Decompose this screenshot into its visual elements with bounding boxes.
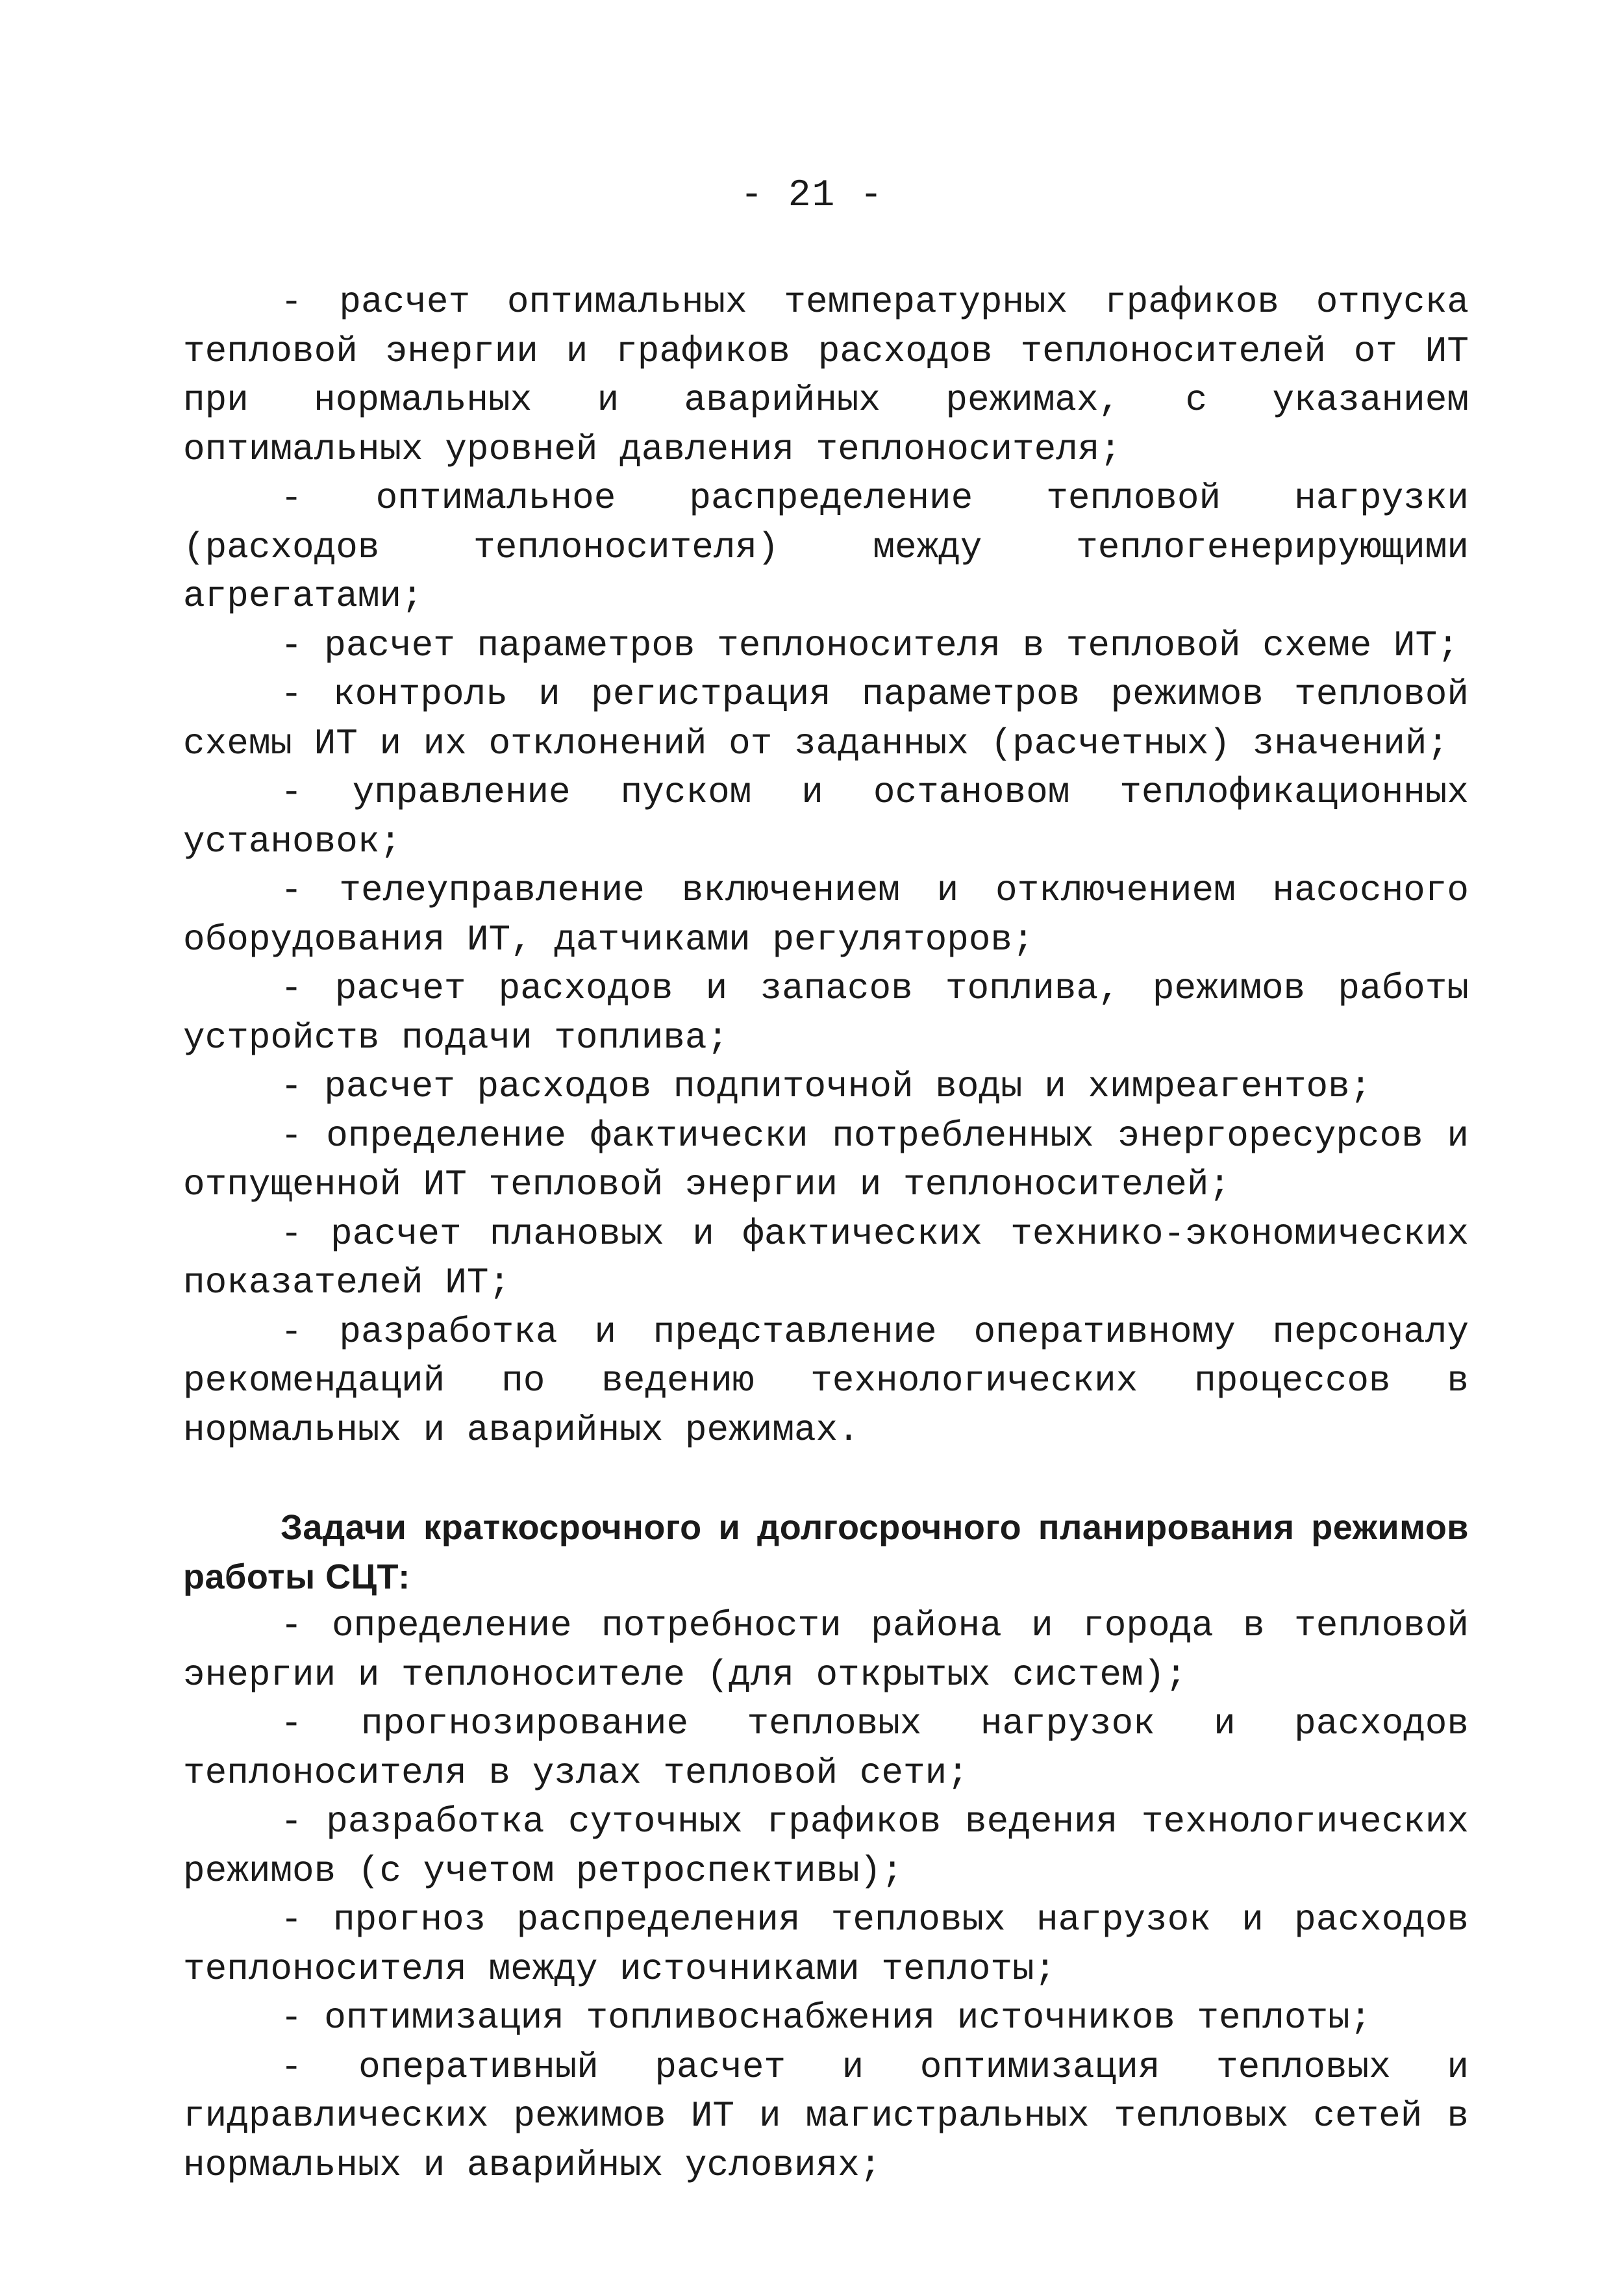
- list-item: - определение фактически потребленных энергоресурсов и отпущенной ИТ тепловой энергии и теплоносителей;: [183, 1114, 1469, 1205]
- list-item: - прогноз распределения тепловых нагрузок и расходов теплоносителя между источниками теплоты;: [183, 1899, 1469, 1990]
- list-item: - телеуправление включением и отключением насосного оборудования ИТ, датчиками регуляторов;: [183, 870, 1469, 961]
- list-item: - расчет расходов подпиточной воды и химреагентов;: [281, 1066, 1372, 1107]
- list-item: - расчет оптимальных температурных графиков отпуска тепловой энергии и графиков расходов теплоносителей от ИТ при нормальных и аварийных режимах, с указанием оптимальных уровней давления теплоносителя;: [183, 281, 1469, 470]
- list-item: - расчет параметров теплоносителя в тепловой схеме ИТ;: [281, 624, 1459, 666]
- list-item: - расчет плановых и фактических технико-экономических показателей ИТ;: [183, 1213, 1469, 1303]
- section-2-heading: Задачи краткосрочного и долгосрочного планирования режимов работы СЦТ:: [183, 1508, 1469, 1596]
- list-item: - оперативный расчет и оптимизация тепловых и гидравлических режимов ИТ и магистральных тепловых сетей в нормальных и аварийных условиях;: [183, 2046, 1469, 2186]
- section-2-list: [183, 1602, 1469, 2190]
- section-1-list: [183, 278, 1469, 1455]
- list-item: - контроль и регистрация параметров режимов тепловой схемы ИТ и их отклонений от заданных (расчетных) значений;: [183, 673, 1469, 764]
- list-item: - прогнозирование тепловых нагрузок и расходов теплоносителя в узлах тепловой сети;: [183, 1703, 1469, 1794]
- list-item: - расчет расходов и запасов топлива, режимов работы устройств подачи топлива;: [183, 968, 1469, 1059]
- list-item: - определение потребности района и города в тепловой энергии и теплоносителе (для открытых систем);: [183, 1605, 1469, 1696]
- list-item: - разработка и представление оперативному персоналу рекомендаций по ведению технологических процессов в нормальных и аварийных режимах.: [183, 1311, 1469, 1451]
- document-body: [183, 278, 1469, 2190]
- list-item: - управление пуском и остановом теплофикационных установок;: [183, 772, 1469, 862]
- page-number: - 21 -: [740, 175, 884, 217]
- list-item: - оптимальное распределение тепловой нагрузки (расходов теплоносителя) между теплогенерирующими агрегатами;: [183, 477, 1469, 617]
- list-item: - разработка суточных графиков ведения технологических режимов (с учетом ретроспективы);: [183, 1801, 1469, 1892]
- list-item: - оптимизация топливоснабжения источников теплоты;: [281, 1997, 1372, 2039]
